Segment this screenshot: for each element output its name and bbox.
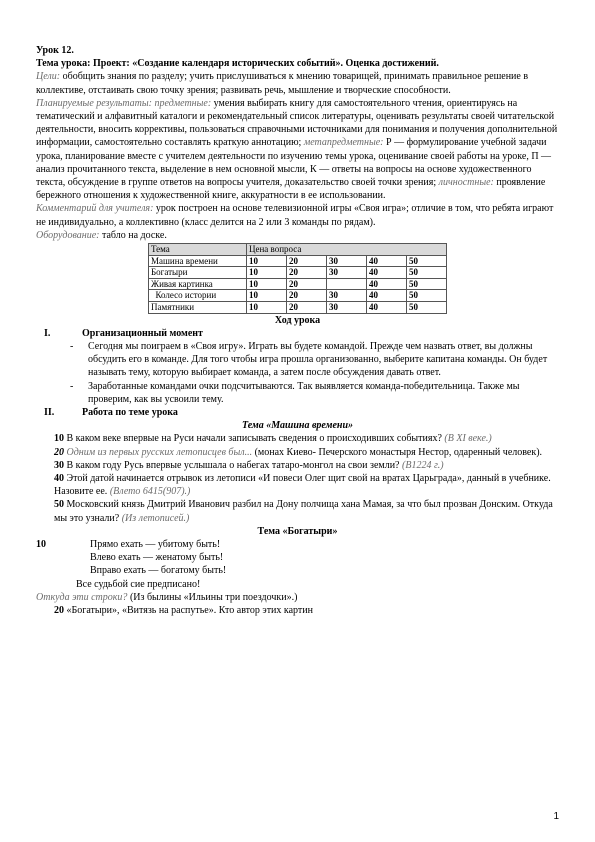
question-20-bogatyri xyxy=(36,604,559,617)
cell-value: 10 xyxy=(247,290,287,302)
course-heading: Ход урока xyxy=(274,314,321,326)
cell-value: 30 xyxy=(327,267,367,279)
comment-label: Комментарий для учителя: xyxy=(36,203,154,215)
row-topic: Колесо истории xyxy=(149,290,247,302)
cell-value: 50 xyxy=(407,278,447,290)
price-table xyxy=(148,243,447,314)
question-text: В каком веке впервые на Руси начали записывать сведения о происходивших событиях? xyxy=(64,433,445,445)
cell-value: 10 xyxy=(247,278,287,290)
table-row xyxy=(149,278,447,290)
results-subject-label: Планируемые результаты: предметные: xyxy=(36,97,212,109)
cell-value xyxy=(327,278,367,290)
goals-paragraph xyxy=(36,70,559,96)
cell-value: 20 xyxy=(287,302,327,314)
results-personal-text: проявление бережного отношения к художественной книге, аккуратности в ее использовании. xyxy=(36,177,546,202)
results-personal-label: личностные: xyxy=(438,177,494,189)
section-2-title: Работа по теме урока xyxy=(82,407,178,419)
source-question-text: Откуда эти строки? xyxy=(36,591,128,603)
question-points: 50 xyxy=(54,499,64,511)
cell-value: 40 xyxy=(367,290,407,302)
topic-2-heading: Тема «Богатыри» xyxy=(257,525,338,537)
goals-text: обобщить знания по разделу; учить прислушиваться к мнению товарищей, принимать правильное решение в коллективе, отстаивать свою точку зрения; развивать речь, мышление и творческие способности. xyxy=(36,71,529,96)
results-subject-text: умения выбирать книгу для самостоятельного чтения, ориентируясь на тематический и алфавитный каталоги и рекомендательный список литературы, оценивать результаты своей читательской деятельности, вносить коррективы, пользоваться справочными источниками для понимания и получения дополнительной информации, самостоятельно составлять краткую аннотацию; xyxy=(36,97,558,149)
question-50 xyxy=(36,498,559,524)
price-table-header xyxy=(149,244,447,256)
source-question xyxy=(36,591,559,604)
question-20 xyxy=(36,446,559,459)
question-40 xyxy=(36,472,559,498)
question-text: «Богатыри», «Витязь на распутье». Кто автор этих картин xyxy=(64,605,313,617)
results-meta-text: Р — формулирование учебной задачи урока, планирование вместе с учителем деятельности по изучению темы урока, оценивание своей работы на уроке, П — анализ прочитанного текста, выделение в нем основной мысли, К — ответы на вопросы на основе художественного текста, обсуждение в группе ответов на вопросы учителя, доказательство своей точки зрения; xyxy=(36,137,552,189)
cell-value: 10 xyxy=(247,267,287,279)
poem-line: Прямо ехать — убитому быть! xyxy=(90,539,221,551)
cell-value: 30 xyxy=(327,302,367,314)
list-item xyxy=(36,340,559,380)
cell-value: 40 xyxy=(367,267,407,279)
cell-value: 20 xyxy=(287,278,327,290)
question-text: Московский князь Дмитрий Иванович разбил на Дону полчища хана Мамая, за что был прозван Донским. Откуда мы это узнали? xyxy=(54,499,553,524)
cell-value: 50 xyxy=(407,290,447,302)
cell-value: 50 xyxy=(407,267,447,279)
row-topic: Живая картинка xyxy=(149,278,247,290)
row-topic: Машина времени xyxy=(149,255,247,267)
poem-block xyxy=(36,538,559,591)
header-topic: Тема xyxy=(149,244,247,256)
cell-value: 20 xyxy=(287,267,327,279)
lesson-title: Урок 12. xyxy=(36,45,74,56)
question-text: Этой датой начинается отрывок из летописи «И повеси Олег щит свой на вратах Царьграда», данный в учебнике. Назовите ее. xyxy=(54,473,551,498)
cell-value: 10 xyxy=(247,255,287,267)
poem-line: Влево ехать — женатому быть! xyxy=(90,552,224,564)
poem-line: Вправо ехать — богатому быть! xyxy=(90,565,227,577)
table-row xyxy=(149,267,447,279)
cell-value: 40 xyxy=(367,278,407,290)
cell-value: 20 xyxy=(287,255,327,267)
table-row xyxy=(149,302,447,314)
list-item xyxy=(36,380,559,406)
section-2-number: II. xyxy=(44,407,55,419)
poem-line: Все судьбой сие предписано! xyxy=(76,578,201,590)
question-points: 20 xyxy=(54,605,64,617)
goals-label: Цели: xyxy=(36,71,61,83)
results-paragraph xyxy=(36,97,559,203)
comment-paragraph xyxy=(36,202,559,228)
section-1-number: I. xyxy=(44,327,51,339)
cell-value: 20 xyxy=(287,290,327,302)
bullet-text: Заработанные командами очки подсчитываются. Так выявляется команда-победительница. Также мы проверим, как вы усвоили тему. xyxy=(88,380,520,405)
dash-bullet: - xyxy=(70,341,74,353)
cell-value: 50 xyxy=(407,302,447,314)
question-answer: (Влето 6415(907).) xyxy=(109,486,191,498)
cell-value: 30 xyxy=(327,255,367,267)
question-answer: (монах Киево- Печерского монастыря Нестор, одаренный человек). xyxy=(252,446,543,458)
question-points: 10 xyxy=(54,433,64,445)
bullet-text: Сегодня мы поиграем в «Своя игру». Играть вы будете командой. Прежде чем назвать ответ, вы должны обсудить его в команде. Для того чтобы игра прошла организованно, выберите капитана команды. Он будет называть тему, которую выбирает команда, а затем после обсуждения давать ответ. xyxy=(88,341,548,379)
question-10 xyxy=(36,432,559,445)
table-row xyxy=(149,255,447,267)
question-points: 20 xyxy=(54,446,64,458)
source-answer: (Из былины «Ильины три поездочки».) xyxy=(127,591,298,603)
poem-points: 10 xyxy=(36,539,46,551)
equipment-label: Оборудование: xyxy=(36,229,100,241)
question-text: В каком году Русь впервые услышала о набегах татаро-монгол на свои земли? xyxy=(64,459,402,471)
question-points: 40 xyxy=(54,473,64,485)
equipment-paragraph xyxy=(36,229,559,242)
cell-value: 40 xyxy=(367,302,407,314)
page-number: 1 xyxy=(553,811,559,822)
section-2-heading xyxy=(36,406,559,419)
table-row xyxy=(149,290,447,302)
row-topic: Памятники xyxy=(149,302,247,314)
equipment-text: табло на доске. xyxy=(99,229,167,241)
cell-value: 30 xyxy=(327,290,367,302)
cell-value: 10 xyxy=(247,302,287,314)
section-1-heading xyxy=(36,327,559,340)
document-body xyxy=(36,44,559,617)
question-answer: (Из летописей.) xyxy=(121,512,190,524)
cell-value: 40 xyxy=(367,255,407,267)
header-price: Цена вопроса xyxy=(247,244,447,256)
question-30 xyxy=(36,459,559,472)
lesson-topic: Тема урока: Проект: «Создание календаря исторических событий». Оценка достижений. xyxy=(36,58,439,70)
question-answer: (В XI веке.) xyxy=(444,433,492,445)
section-1-title: Организационный момент xyxy=(82,327,203,339)
cell-value: 50 xyxy=(407,255,447,267)
row-topic: Богатыри xyxy=(149,267,247,279)
question-answer: (В1224 г.) xyxy=(402,459,444,471)
topic-1-heading: Тема «Машина времени» xyxy=(241,420,354,432)
question-points: 30 xyxy=(54,459,64,471)
question-text: Одним из первых русских летописцев был... xyxy=(64,446,253,458)
dash-bullet: - xyxy=(70,380,74,392)
comment-text: урок построен на основе телевизионной игры «Своя игра»; отличие в том, что ребята играют не индивидуально, а коллективно (класс делится на 2 или 3 команды по рядам). xyxy=(36,203,554,228)
results-meta-label: метапредметные: xyxy=(303,137,384,149)
